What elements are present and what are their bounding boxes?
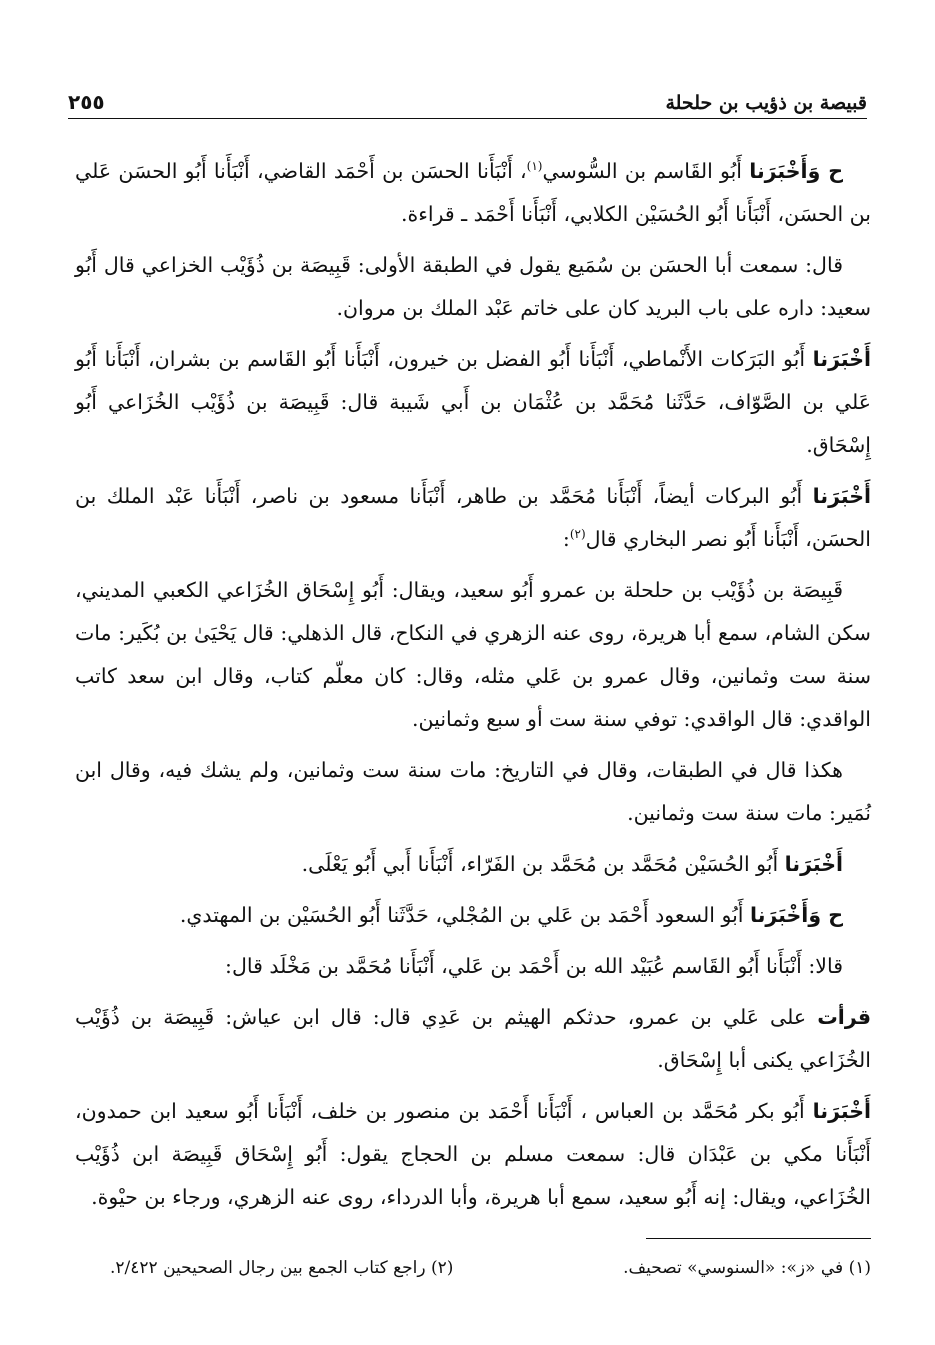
footnote-ref: (٢) (569, 527, 586, 542)
paragraph-text: قَبِيصَة بن ذُؤَيْب بن حلحلة بن عمرو أَبُو سعيد، ويقال: أَبُو إِسْحَاق الخُزَاعي الكعبي المديني، سكن الشام، سمع أبا هريرة، روى عنه الزهري في النكاح، قال الذهلي: قال يَحْيَىٰ بن بُكَير: مات سنة ست وثمانين، وقال عمرو بن عَلي مثله، وقال: كان معلّم كتاب، وقال ابن سعد كاتب الواقدي: قال الواقدي: توفي سنة ست أو سبع وثمانين. (75, 578, 871, 731)
paragraph-5 (75, 569, 871, 741)
paragraph-7 (75, 843, 871, 886)
footnote-mark: (١) (848, 1258, 871, 1278)
paragraph-lead: أَخْبَرَنا (784, 852, 843, 876)
paragraph-6 (75, 749, 871, 835)
page-number: ٢٥٥ (68, 90, 105, 114)
footnote-ref: (١) (526, 159, 543, 174)
paragraph-text: أَبُو البَرَكات الأَنْماطي، أَنْبَأَنا أَبُو الفضل بن خيرون، أَنْبَأَنا أَبُو القَاسم بن بشران، أَنْبَأَنا أَبُو عَلي بن الصَّوّاف، حَدَّثَنا مُحَمَّد بن عُثْمَان بن أَبي شَيبة قال: قَبِيصَة بن ذُؤَيْب الخُزَاعي أَبُو إِسْحَاق. (75, 347, 871, 457)
footnote-text: في «ز»: «السنوسي» تصحيف. (623, 1258, 844, 1278)
paragraph-9 (75, 945, 871, 988)
paragraph-text-cont: ، أَنْبَأَنا الحسَن بن أَحْمَد القاضي، أَنْبَأَنا أَبُو الحسَن عَلي بن الحسَن، أَنْبَأَنا أَبُو الحُسَيْن الكلابي، أَنْبَأَنا أَحْمَد ـ قراءة. (75, 159, 871, 226)
footnotes (110, 1258, 871, 1278)
page-header (68, 84, 867, 119)
paragraph-text: هكذا قال في الطبقات، وقال في التاريخ: مات سنة ست وثمانين، ولم يشك فيه، وقال ابن نُمَير: مات سنة ست وثمانين. (75, 758, 871, 825)
paragraph-lead: قرأت (817, 1005, 871, 1029)
paragraph-text: أَبُو السعود أَحْمَد بن عَلي بن المُجْلي، حَدَّثَنا أَبُو الحُسَيْن بن المهتدي. (179, 903, 751, 927)
paragraph-text-cont: : (562, 527, 570, 551)
footnote-text: راجع كتاب الجمع بين رجال الصحيحين ٢/٤٢٢. (110, 1258, 426, 1278)
paragraph-text: أَبُو القَاسم بن السُّوسي (542, 159, 750, 183)
paragraph-2 (75, 244, 871, 330)
paragraph-1 (75, 150, 871, 236)
paragraph-3 (75, 338, 871, 467)
paragraph-lead: أَخْبَرَنا (812, 347, 871, 371)
paragraph-lead: أَخْبَرَنا (812, 484, 871, 508)
paragraph-lead: ح وَأَخْبَرَنا (750, 903, 843, 927)
paragraph-text: على عَلي بن عمرو، حدثكم الهيثم بن عَدِي قال: قال ابن عياش: قَبِيصَة بن ذُؤَيْب الخُزَاعي يكنى أبا إِسْحَاق. (75, 1005, 871, 1072)
paragraph-text: قالا: أَنْبَأَنا أَبُو القَاسم عُبَيْد الله بن أَحْمَد بن عَلي، أَنْبَأَنا مُحَمَّد بن مَخْلَد قال: (225, 954, 843, 978)
footnote-1 (623, 1258, 871, 1278)
paragraph-text: قال: سمعت أبا الحسَن بن سُمَيع يقول في الطبقة الأولى: قَبِيصَة بن ذُؤَيْب الخزاعي قال أَبُو سعيد: داره على باب البريد كان على خاتم عَبْد الملك بن مروان. (75, 253, 871, 320)
footnote-divider (646, 1238, 871, 1239)
paragraph-lead: أَخْبَرَنا (812, 1099, 871, 1123)
paragraph-11 (75, 1090, 871, 1219)
main-text (75, 150, 871, 1227)
paragraph-text: أَبُو البركات أيضاً، أَنْبَأَنا مُحَمَّد بن طاهر، أَنْبَأَنا مسعود بن ناصر، أَنْبَأَنا عَبْد الملك بن الحسَن، أَنْبَأَنا أَبُو نصر البخاري قال (75, 484, 871, 551)
paragraph-8 (75, 894, 871, 937)
paragraph-text: أَبُو الحُسَيْن مُحَمَّد بن مُحَمَّد بن الفَرّاء، أَنْبَأَنا أَبي أَبُو يَعْلَى. (301, 852, 785, 876)
paragraph-lead: ح وَأَخْبَرَنا (749, 159, 843, 183)
footnote-2 (110, 1258, 453, 1278)
footnote-mark: (٢) (431, 1258, 454, 1278)
running-title: قبيصة بن ذؤيب بن حلحلة (665, 92, 867, 114)
paragraph-text: أَبُو بكر مُحَمَّد بن العباس ، أَنْبَأَنا أَحْمَد بن منصور بن خلف، أَنْبَأَنا أَبُو سعيد ابن حمدون، أَنْبَأَنا مكي بن عَبْدَان قال: سمعت مسلم بن الحجاج يقول: أَبُو إِسْحَاق قَبِيصَة ابن ذُؤَيْب الخُزَاعي، ويقال: إنه أَبُو سعيد، سمع أبا هريرة، وأبا الدرداء، روى عنه الزهري، ورجاء بن حيْوة. (75, 1099, 871, 1209)
paragraph-10 (75, 996, 871, 1082)
paragraph-4 (75, 475, 871, 561)
